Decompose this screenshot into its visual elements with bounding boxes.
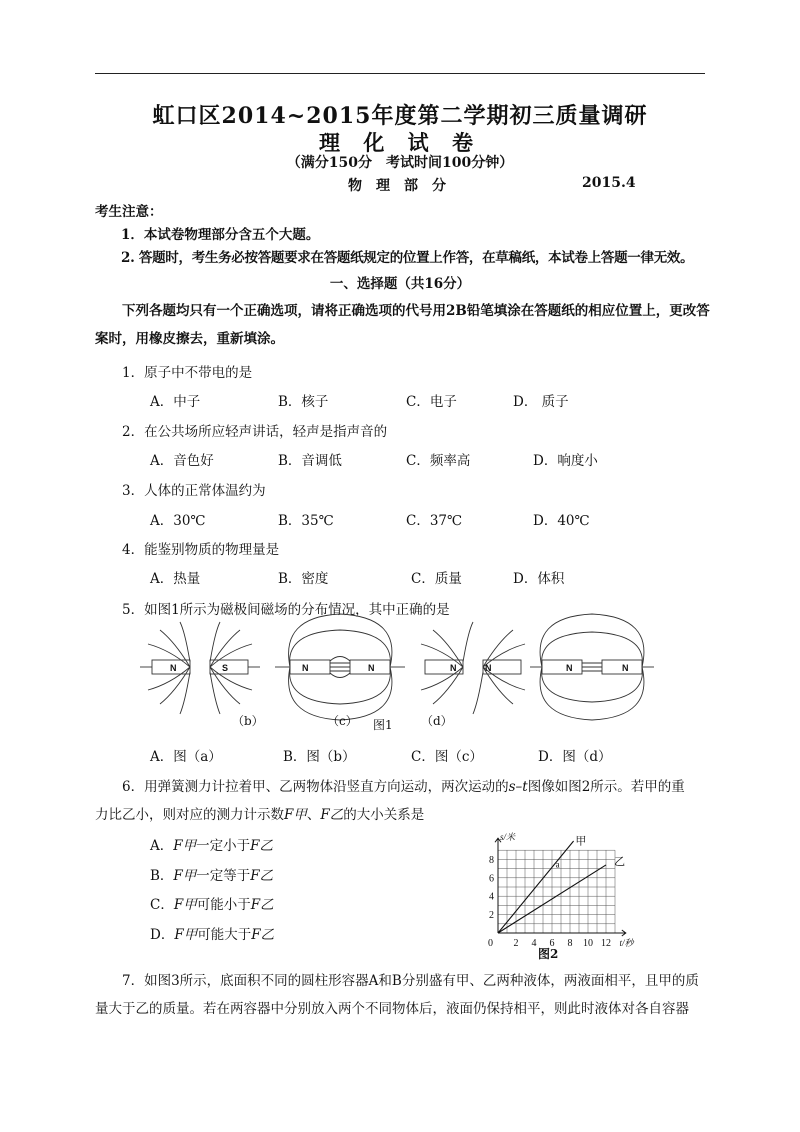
- series-label-jia: 甲: [575, 835, 587, 848]
- exam-date: 2015.4: [582, 175, 636, 191]
- question-5-option-b: B．图（b）: [283, 749, 356, 765]
- question-4-option-d: D．体积: [513, 571, 565, 587]
- x-tick-label: 12: [601, 938, 611, 949]
- y-tick-label: 4: [489, 891, 494, 903]
- y-tick-label: 2: [489, 910, 494, 922]
- figure-1-label-b: （b）: [232, 714, 264, 728]
- x-tick-label: 10: [583, 938, 593, 949]
- magnet-pole-n: N: [485, 663, 492, 673]
- magnet-pole-n: N: [170, 663, 177, 673]
- question-5-option-d: D．图（d）: [538, 749, 612, 765]
- x-tick-label: 4: [531, 938, 537, 949]
- notice-item-2: 2. 答题时，考生务必按答题要求在答题纸规定的位置上作答，在草稿纸，本试卷上答题一律无效。: [121, 250, 694, 266]
- figure-2: [470, 815, 640, 965]
- question-4-option-c: C．质量: [411, 571, 462, 587]
- st-graph: [470, 815, 640, 965]
- exam-info: （满分150分 考试时间100分钟）: [286, 155, 514, 171]
- question-6-text: 6．用弹簧测力计拉着甲、乙两物体沿竖直方向运动，两次运动的: [122, 779, 509, 795]
- question-4-stem: 4．能鉴别物质的物理量是: [122, 542, 280, 558]
- question-7-text: 7．如图3所示，底面积不同的圆柱形容器A和B分别盛有甲、乙两种液体，两液面相平，且甲的质量大于乙的质量。若在两容器中分别放入两个不同物体后，液面仍保持相平，则此时液体对各自容器: [95, 973, 699, 1017]
- section-label: 物 理 部 分: [348, 178, 446, 194]
- exam-subtitle: 理 化 试 卷: [319, 130, 481, 155]
- question-1-option-d: D． 质子: [513, 394, 569, 410]
- question-3-option-c: C．37℃: [406, 513, 463, 529]
- y-tick-label: 8: [489, 854, 494, 866]
- magnet-pole-n: N: [622, 663, 629, 673]
- force-yi: F乙: [250, 897, 274, 913]
- question-6-option-b: [150, 864, 273, 884]
- force-yi: F乙: [250, 838, 273, 854]
- question-3-option-b: B．35℃: [278, 513, 334, 529]
- question-1-option-c: C．电子: [406, 394, 457, 410]
- notice-heading: 考生注意：: [95, 204, 163, 220]
- figure-1-caption: 图1: [373, 718, 393, 732]
- part1-instruction: 下列各题均只有一个正确选项，请将正确选项的代号用2B铅笔填涂在答题纸的相应位置上，更改答案时，用橡皮擦去，重新填涂。: [95, 303, 710, 347]
- exam-title: 虹口区2014~2015年度第二学期初三质量调研: [152, 103, 648, 129]
- question-2-option-d: D．响度小: [533, 453, 598, 469]
- question-6-option-c: [150, 893, 274, 913]
- question-6-text: 的大小关系是: [343, 807, 425, 823]
- magnet-pole-n: N: [368, 663, 375, 673]
- x-axis-label: t/秒: [619, 938, 634, 948]
- origin-label: 0: [488, 938, 493, 949]
- magnet-pole-n: N: [302, 663, 309, 673]
- notice-item-1: 1．本试卷物理部分含五个大题。: [121, 227, 320, 243]
- x-tick-label: 2: [513, 938, 519, 949]
- relation: 一定小于: [196, 838, 251, 854]
- question-3-option-a: A．30℃: [150, 513, 206, 529]
- question-2-option-b: B．音调低: [278, 453, 342, 469]
- magnet-pole-n: N: [566, 663, 573, 673]
- separator: 、: [306, 807, 321, 823]
- y-axis-label: s/米: [500, 832, 516, 843]
- top-rule: [95, 73, 705, 74]
- question-1-option-a: A．中子: [150, 394, 201, 410]
- point-label-a: a: [555, 859, 560, 870]
- figure-1: [140, 622, 680, 732]
- force-jia: F甲: [284, 807, 307, 823]
- figure-1-label-c: （c）: [327, 714, 358, 728]
- question-3-stem: 3．人体的正常体温约为: [122, 483, 266, 499]
- force-yi: F乙: [320, 807, 344, 823]
- force-jia: F甲: [174, 927, 198, 943]
- question-1-option-b: B．核子: [278, 394, 329, 410]
- magnet-pole-s: S: [222, 663, 229, 673]
- question-2-option-a: A．音色好: [150, 453, 214, 469]
- force-yi: F乙: [250, 868, 274, 884]
- question-5-stem: 5．如图1所示为磁极间磁场的分布情况，其中正确的是: [122, 602, 450, 618]
- question-4-option-a: A．热量: [150, 571, 201, 587]
- option-label: D．: [150, 927, 175, 943]
- force-jia: F甲: [173, 868, 197, 884]
- question-6-option-a: [150, 834, 273, 854]
- question-1-stem: 1．原子中不带电的是: [122, 365, 253, 381]
- figure-1-drawing: [140, 622, 680, 732]
- force-jia: F甲: [173, 897, 197, 913]
- question-2-stem: 2．在公共场所应轻声讲话，轻声是指声音的: [122, 424, 388, 440]
- x-tick-label: 8: [567, 938, 573, 949]
- series-label-yi: 乙: [614, 855, 626, 868]
- st-symbol: s–t: [508, 779, 528, 795]
- question-6-line-1: [122, 775, 685, 795]
- question-5-option-a: A．图（a）: [150, 749, 222, 765]
- option-label: B．: [150, 868, 174, 884]
- option-label: C．: [150, 897, 174, 913]
- question-6-text: 图像如图2所示。若甲的重: [527, 779, 685, 795]
- magnet-pole-n: N: [450, 663, 457, 673]
- force-yi: F乙: [251, 927, 275, 943]
- y-tick-label: 6: [489, 873, 494, 885]
- question-3-option-d: D．40℃: [533, 513, 590, 529]
- question-4-option-b: B．密度: [278, 571, 329, 587]
- question-2-option-c: C．频率高: [406, 453, 471, 469]
- question-6-line-2: [95, 803, 424, 823]
- relation: 可能小于: [196, 897, 251, 913]
- part1-heading: 一、选择题（共16分）: [329, 276, 471, 292]
- force-jia: F甲: [173, 838, 197, 854]
- question-6-text: 力比乙小，则对应的测力计示数: [95, 807, 284, 823]
- relation: 一定等于: [196, 868, 251, 884]
- figure-2-caption: 图2: [538, 947, 559, 961]
- x-tick-label: 6: [549, 938, 555, 949]
- question-6-option-d: [150, 923, 274, 943]
- question-5-option-c: C．图（c）: [411, 749, 483, 765]
- figure-1-label-d: （d）: [421, 714, 453, 728]
- relation: 可能大于: [197, 927, 252, 943]
- option-label: A．: [150, 838, 174, 854]
